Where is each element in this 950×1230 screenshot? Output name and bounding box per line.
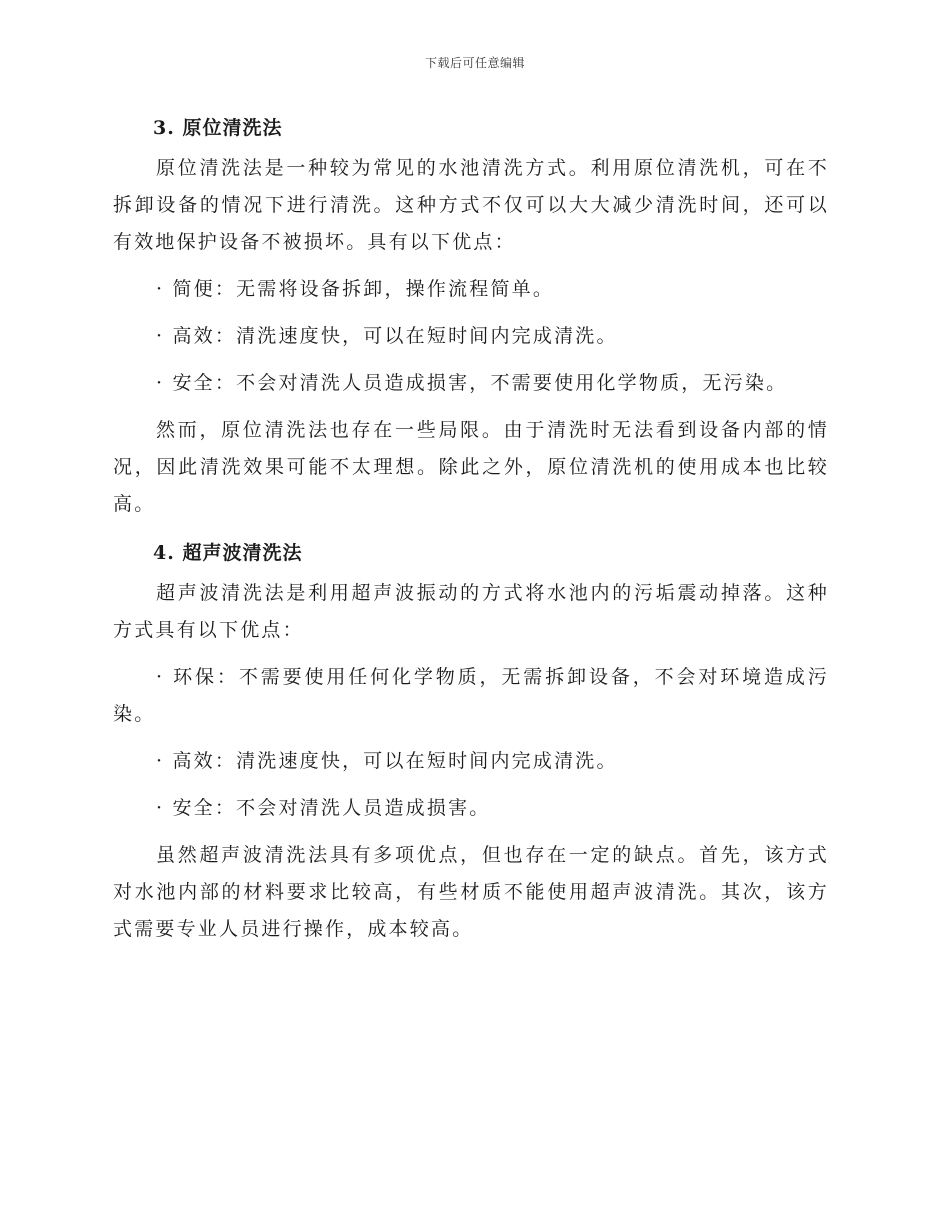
document-body (113, 108, 829, 958)
bullet-item: · 安全：不会对清洗人员造成损害，不需要使用化学物质，无污染。 (156, 372, 788, 394)
section-ultrasonic-cleaning (113, 533, 829, 948)
bullet-item: · 安全：不会对清洗人员造成损害。 (156, 797, 491, 819)
section-in-place-cleaning (113, 108, 829, 523)
section-intro-paragraph: 超声波清洗法是利用超声波振动的方式将水池内的污垢震动掉落。这种方式具有以下优点： (113, 582, 829, 641)
section-heading: 3. 原位清洗法 (153, 117, 283, 139)
section-closing-paragraph: 虽然超声波清洗法具有多项优点，但也存在一定的缺点。首先，该方式对水池内部的材料要求比较高，有些材质不能使用超声波清洗。其次，该方式需要专业人员进行操作，成本较高。 (113, 844, 829, 940)
section-intro-paragraph: 原位清洗法是一种较为常见的水池清洗方式。利用原位清洗机，可在不拆卸设备的情况下进行清洗。这种方式不仅可以大大减少清洗时间，还可以有效地保护设备不被损坏。具有以下优点： (113, 157, 829, 253)
bullet-item: · 高效：清洗速度快，可以在短时间内完成清洗。 (156, 750, 618, 772)
bullet-item: · 高效：清洗速度快，可以在短时间内完成清洗。 (156, 325, 618, 347)
bullet-item: · 简便：无需将设备拆卸，操作流程简单。 (156, 278, 555, 300)
section-closing-paragraph: 然而，原位清洗法也存在一些局限。由于清洗时无法看到设备内部的情况，因此清洗效果可能不太理想。除此之外，原位清洗机的使用成本也比较高。 (113, 419, 829, 515)
bullet-item: · 环保：不需要使用任何化学物质，无需拆卸设备，不会对环境造成污染。 (113, 666, 829, 725)
section-heading: 4. 超声波清洗法 (153, 542, 303, 564)
page-header: 下载后可任意编辑 (424, 56, 525, 70)
